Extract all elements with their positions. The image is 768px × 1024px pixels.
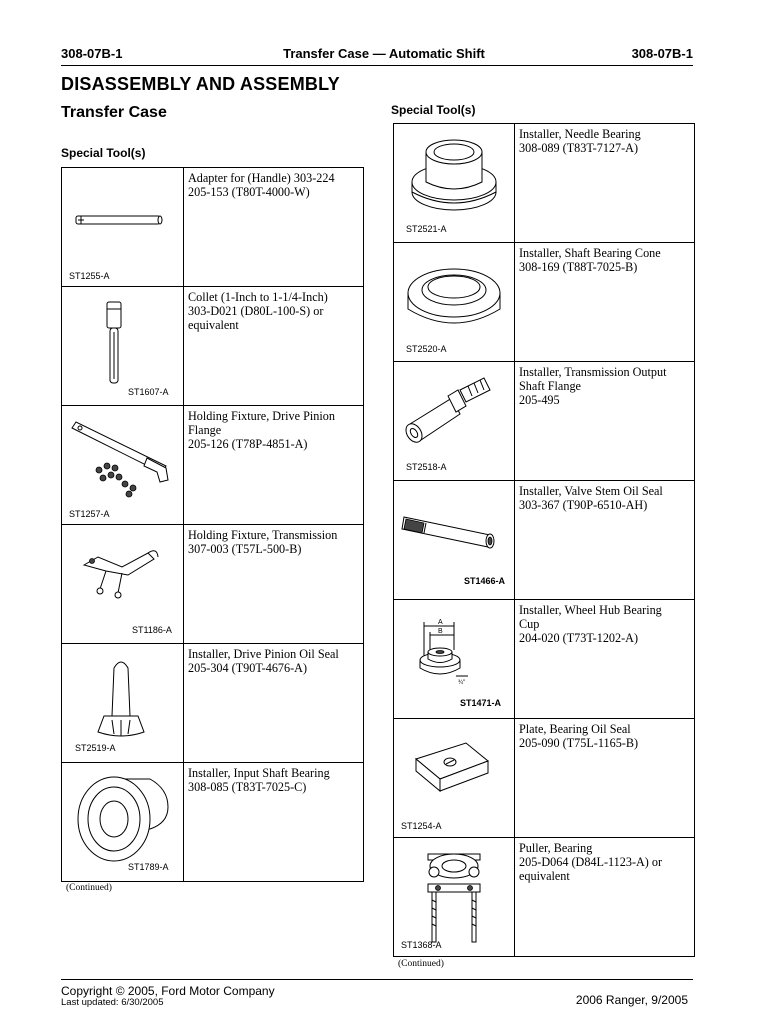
tool-number: 204-020 (T73T-1202-A) [519, 631, 639, 645]
tool-code: ST2520-A [406, 344, 447, 354]
footer-rule [61, 979, 693, 980]
tool-name-cont: Cup [519, 617, 540, 631]
tool-row [394, 124, 695, 243]
tool-code: ST1368-A [401, 940, 442, 950]
model-year-text: 2006 Ranger, 9/2005 [575, 993, 688, 1007]
tool-illustration [394, 838, 515, 957]
tool-description [184, 406, 364, 525]
tool-row [62, 644, 364, 763]
last-updated-text: Last updated: 6/30/2005 [61, 997, 164, 1008]
tool-illustration [62, 644, 184, 763]
tool-number: 205-153 (T80T-4000-W) [188, 185, 310, 199]
tool-code: ST2518-A [406, 462, 447, 472]
tool-description [515, 600, 695, 719]
tool-number: 308-169 (T88T-7025-B) [519, 260, 638, 274]
right-special-tools-heading: Special Tool(s) [391, 103, 476, 117]
tool-illustration [394, 481, 515, 600]
tool-description [515, 838, 695, 957]
tool-name: Installer, Transmission Output [519, 365, 667, 379]
left-special-tools-heading: Special Tool(s) [61, 146, 146, 160]
tool-code: ST1789-A [128, 862, 169, 872]
tool-description [515, 719, 695, 838]
tool-description [184, 644, 364, 763]
tool-row [62, 406, 364, 525]
tool-illustration [394, 362, 515, 481]
tool-code: ST1255-A [69, 271, 110, 281]
tool-number: 308-085 (T83T-7025-C) [188, 780, 307, 794]
tool-illustration [62, 168, 184, 287]
tool-description [184, 287, 364, 406]
tool-number: 205-304 (T90T-4676-A) [188, 661, 308, 675]
tool-name: Puller, Bearing [519, 841, 593, 855]
right-continued-note: (Continued) [398, 959, 444, 969]
tool-row [394, 719, 695, 838]
tool-description [515, 362, 695, 481]
dim-a-label: A [438, 619, 443, 626]
tool-illustration [394, 719, 515, 838]
copyright-text: Copyright © 2005, Ford Motor Company [61, 984, 275, 998]
tool-code: ST2519-A [75, 743, 116, 753]
tool-illustration [394, 243, 515, 362]
tool-code: ST2521-A [406, 224, 447, 234]
holding-fixture-icon [62, 406, 184, 525]
tool-description [515, 481, 695, 600]
left-continued-note: (Continued) [66, 883, 112, 893]
tool-name: Plate, Bearing Oil Seal [519, 722, 631, 736]
tool-description [184, 525, 364, 644]
tool-description [515, 124, 695, 243]
tool-name-cont: Shaft Flange [519, 379, 581, 393]
tool-description [184, 763, 364, 882]
tool-code: ST1254-A [401, 821, 442, 831]
tool-note: equivalent [519, 869, 570, 883]
tool-name: Adapter for (Handle) 303-224 [188, 171, 335, 185]
tool-illustration [62, 406, 184, 525]
tool-name-cont: Flange [188, 423, 222, 437]
tool-row [62, 525, 364, 644]
tool-number: 205-495 [519, 393, 560, 407]
tool-description [184, 168, 364, 287]
tool-illustration [62, 525, 184, 644]
section-number-left: 308-07B-1 [61, 46, 123, 61]
tool-row [394, 600, 695, 719]
tool-note: equivalent [188, 318, 239, 332]
dim-depth-label: ¾" [458, 680, 466, 686]
tool-name: Installer, Needle Bearing [519, 127, 641, 141]
tool-name: Holding Fixture, Transmission [188, 528, 338, 542]
tool-number: 303-D021 (D80L-100-S) or [188, 304, 324, 318]
dim-b-label: B [438, 628, 443, 635]
tool-illustration [62, 763, 184, 882]
right-tools-table [393, 123, 695, 957]
tool-name: Installer, Shaft Bearing Cone [519, 246, 661, 260]
tool-row [394, 838, 695, 957]
tool-name: Installer, Drive Pinion Oil Seal [188, 647, 339, 661]
tool-row [394, 362, 695, 481]
tool-number: 307-003 (T57L-500-B) [188, 542, 302, 556]
tool-row [62, 763, 364, 882]
section-number-right: 308-07B-1 [631, 46, 693, 61]
tool-number: 205-090 (T75L-1165-B) [519, 736, 639, 750]
tool-code: ST1257-A [69, 509, 110, 519]
handle-adapter-icon [62, 168, 184, 287]
tool-code: ST1186-A [132, 625, 172, 635]
tool-number: 205-126 (T78P-4851-A) [188, 437, 308, 451]
tool-number: 205-D064 (D84L-1123-A) or [519, 855, 663, 869]
tool-illustration [394, 124, 515, 243]
tool-code: ST1466-A [464, 576, 506, 586]
left-tools-table [61, 167, 364, 882]
tool-row [394, 243, 695, 362]
tool-name: Collet (1-Inch to 1-1/4-Inch) [188, 290, 328, 304]
page-title: DISASSEMBLY AND ASSEMBLY [61, 74, 340, 94]
tool-name: Holding Fixture, Drive Pinion [188, 409, 335, 423]
tool-code: ST1471-A [460, 698, 502, 708]
page-subtitle: Transfer Case [61, 104, 167, 121]
section-title: Transfer Case — Automatic Shift [283, 46, 485, 61]
tool-illustration [62, 287, 184, 406]
tool-number: 303-367 (T90P-6510-AH) [519, 498, 648, 512]
tool-name: Installer, Valve Stem Oil Seal [519, 484, 663, 498]
tool-code: ST1607-A [128, 387, 169, 397]
tool-name: Installer, Wheel Hub Bearing [519, 603, 662, 617]
tool-row [394, 481, 695, 600]
tool-row [62, 168, 364, 287]
header-rule [61, 65, 693, 66]
tool-illustration [394, 600, 515, 719]
tool-row [62, 287, 364, 406]
tool-description [515, 243, 695, 362]
tool-name: Installer, Input Shaft Bearing [188, 766, 330, 780]
tool-number: 308-089 (T83T-7127-A) [519, 141, 639, 155]
